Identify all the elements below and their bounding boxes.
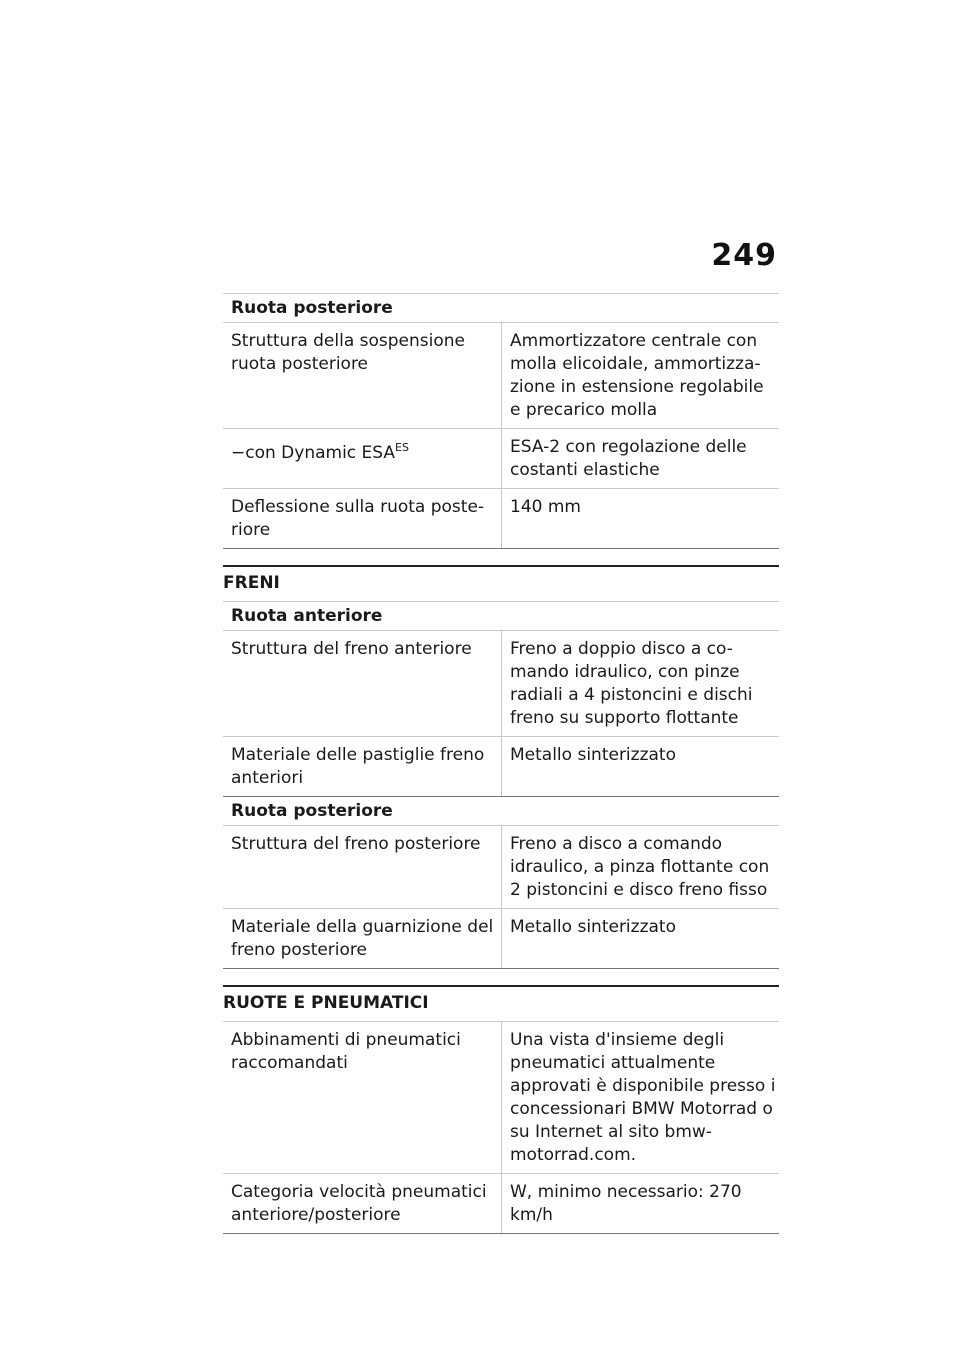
table-row bbox=[223, 429, 779, 489]
row-label-text: −con Dynamic ESA bbox=[231, 443, 396, 463]
table-row bbox=[223, 323, 779, 429]
page-number: 249 bbox=[711, 238, 777, 273]
row-label: Categoria velocità pneumatici anteriore/posteriore bbox=[231, 1182, 487, 1225]
row-value: Freno a disco a comando idraulico, a pinza flottante con 2 pistoncini e disco freno fisso bbox=[501, 826, 779, 908]
row-value: Freno a doppio disco a co-mando idraulico, con pinze radiali a 4 pistoncini e dischi freno su supporto flottante bbox=[501, 631, 779, 736]
table-row bbox=[223, 1174, 779, 1234]
row-value: 140 mm bbox=[501, 489, 779, 548]
table-row bbox=[223, 826, 779, 909]
table-row bbox=[223, 909, 779, 969]
table-row bbox=[223, 1022, 779, 1174]
rear-suspension-heading: Ruota posteriore bbox=[223, 293, 779, 323]
row-label: Struttura del freno posteriore bbox=[231, 834, 481, 854]
row-value: Metallo sinterizzato bbox=[501, 737, 779, 796]
row-label: Deflessione sulla ruota poste-riore bbox=[231, 497, 485, 540]
rear-brake-heading: Ruota posteriore bbox=[223, 797, 779, 826]
section-heading-wheels: RUOTE E PNEUMATICI bbox=[223, 985, 779, 1022]
row-label: Abbinamenti di pneumatici raccomandati bbox=[231, 1030, 461, 1073]
rear-suspension-table bbox=[223, 293, 779, 549]
wheels-table bbox=[223, 1022, 779, 1234]
row-label: Materiale della guarnizione del freno posteriore bbox=[231, 917, 494, 960]
row-value: W, minimo necessario: 270 km/h bbox=[501, 1174, 779, 1233]
row-value: Una vista d'insieme degli pneumatici attualmente approvati è disponibile presso i concessionari BMW Motorrad o su Internet al sito bmw-motorrad.com. bbox=[501, 1022, 779, 1173]
option-code: ES bbox=[395, 441, 409, 454]
row-label: Materiale delle pastiglie freno anteriori bbox=[231, 745, 485, 788]
row-label: Struttura del freno anteriore bbox=[231, 639, 472, 659]
table-row bbox=[223, 631, 779, 737]
section-heading-brakes: FRENI bbox=[223, 565, 779, 602]
brakes-table bbox=[223, 602, 779, 969]
row-value: Ammortizzatore centrale con molla elicoidale, ammortizza-zione in estensione regolabile e precarico molla bbox=[501, 323, 779, 428]
row-label bbox=[223, 429, 501, 488]
row-label: Struttura della sospensione ruota posteriore bbox=[231, 331, 466, 374]
row-value: ESA-2 con regolazione delle costanti elastiche bbox=[501, 429, 779, 488]
front-brake-heading: Ruota anteriore bbox=[223, 602, 779, 631]
table-row bbox=[223, 489, 779, 549]
table-row bbox=[223, 737, 779, 797]
spec-content bbox=[223, 293, 779, 1234]
row-value: Metallo sinterizzato bbox=[501, 909, 779, 968]
